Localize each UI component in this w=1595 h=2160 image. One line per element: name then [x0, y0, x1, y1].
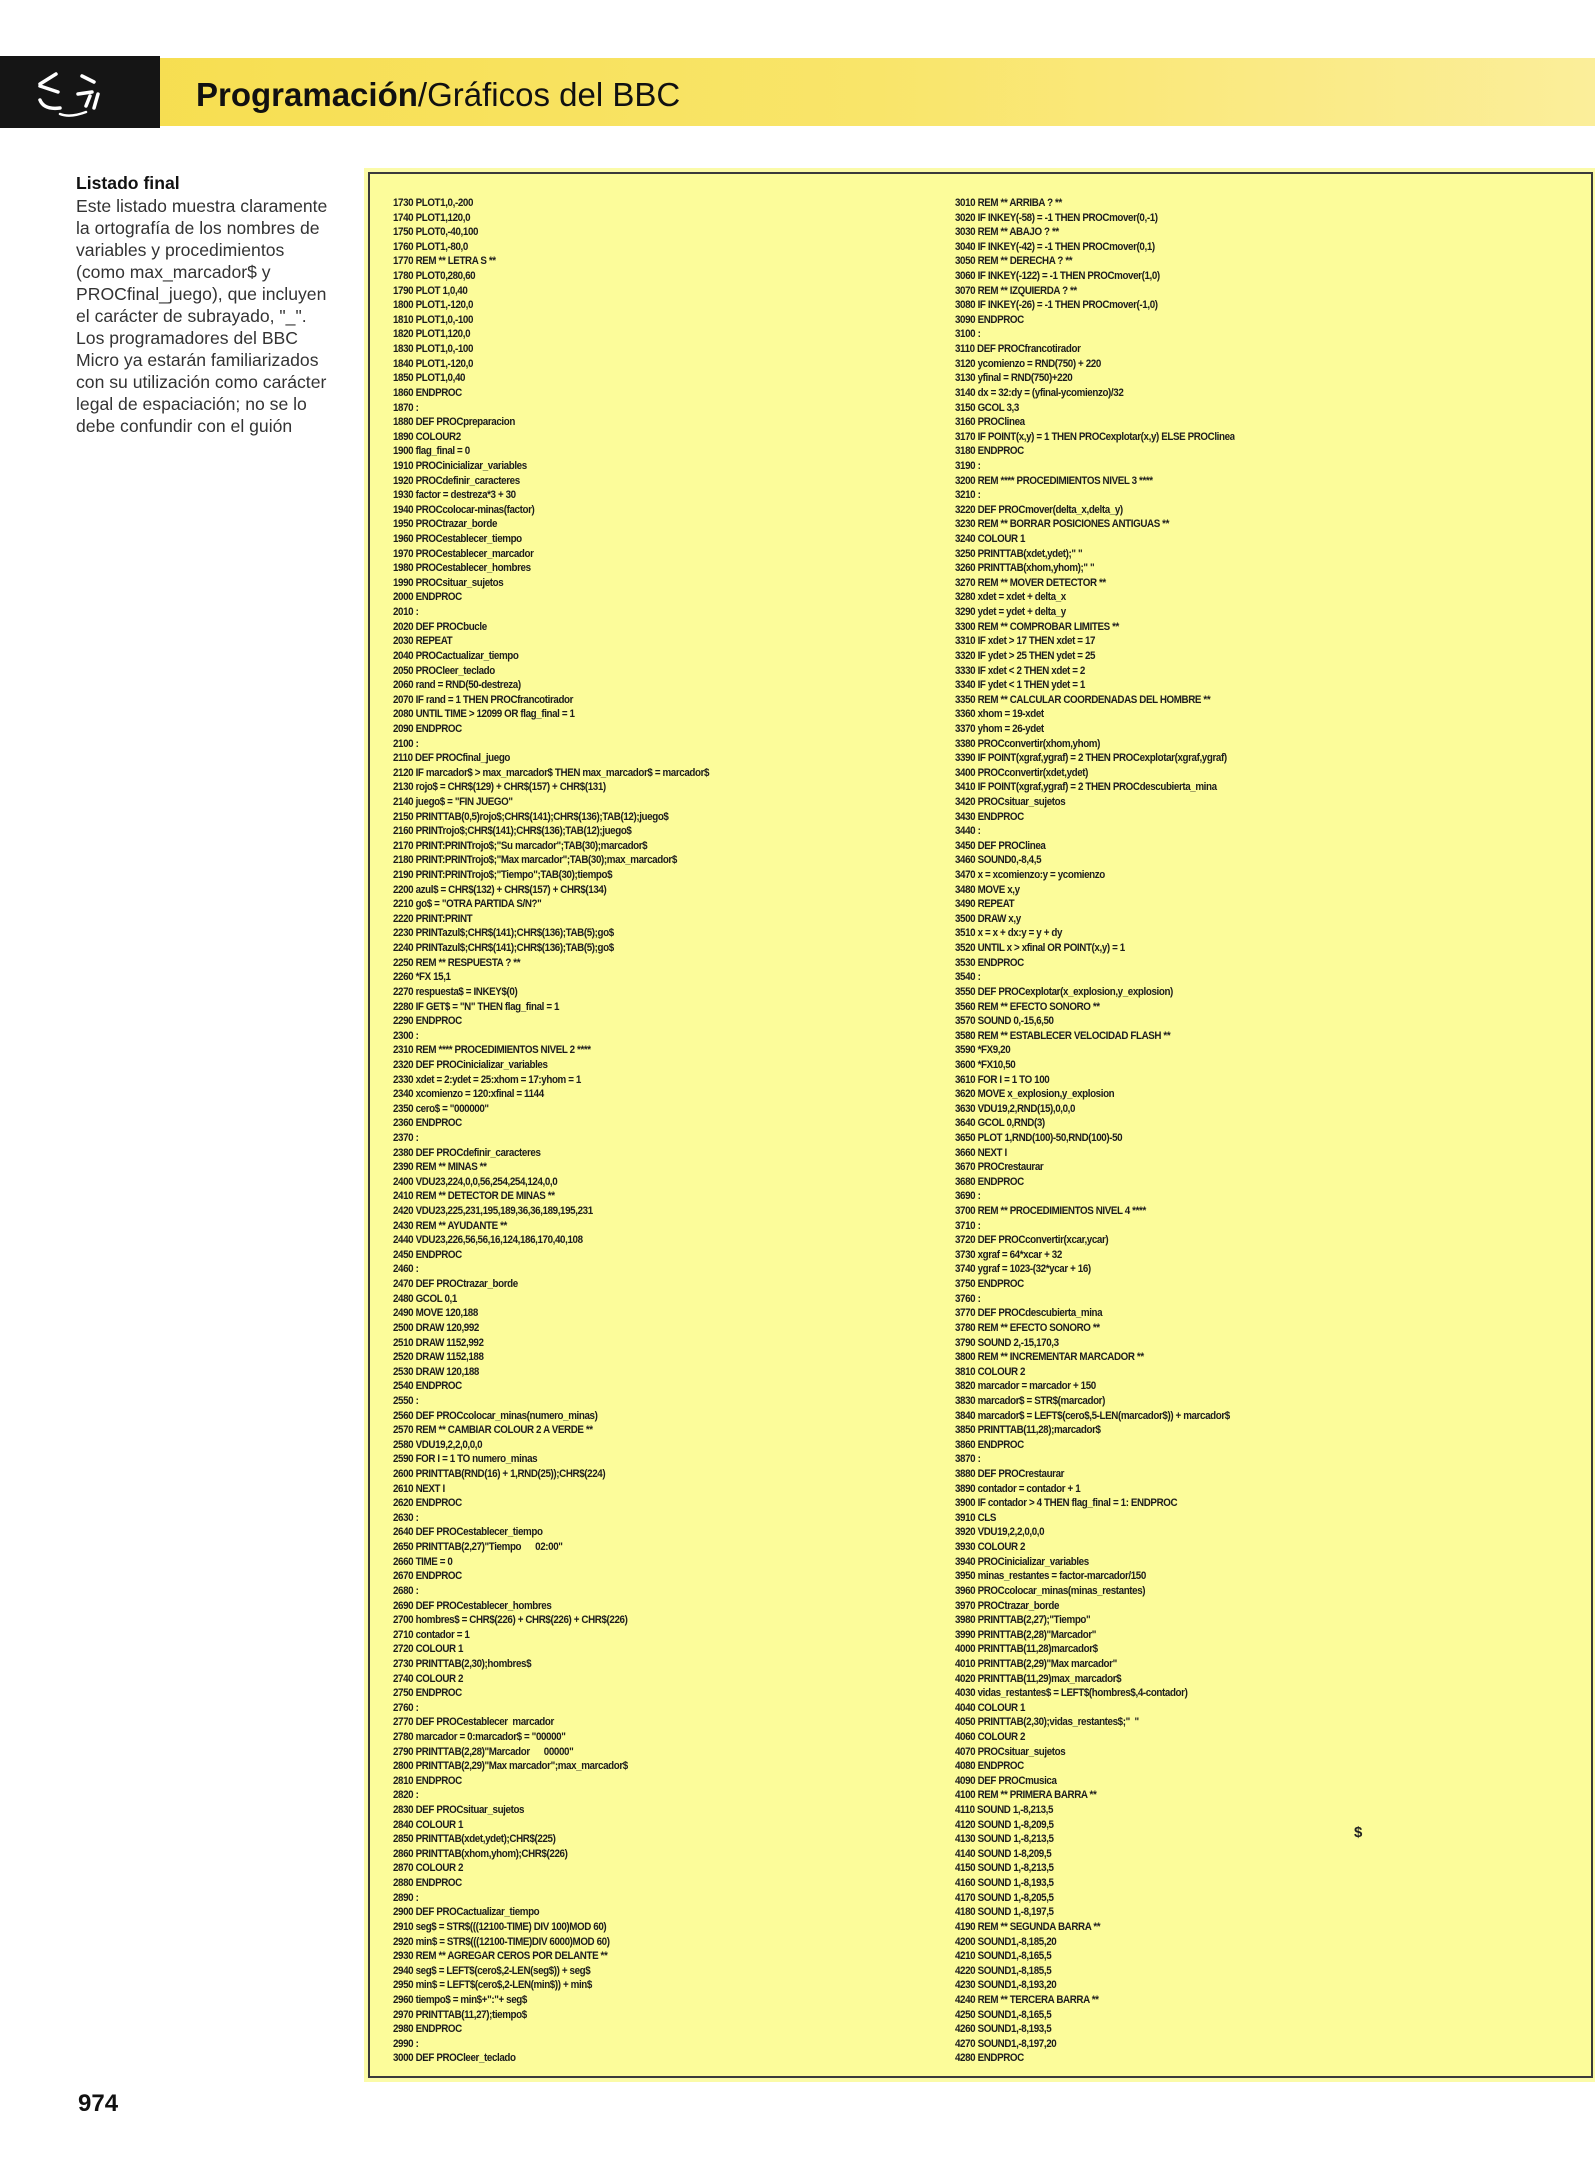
code-line: 2960 tiempo$ = min$+":"+ seg$ [393, 1993, 527, 2006]
page-title [196, 76, 680, 114]
code-line: 3050 REM ** DERECHA ? ** [955, 255, 1073, 268]
code-line: 4040 COLOUR 1 [955, 1701, 1026, 1714]
code-line: 1770 REM ** LETRA S ** [393, 255, 496, 268]
code-line: 1930 factor = destreza*3 + 30 [393, 489, 516, 502]
code-line: 3980 PRINTTAB(2,27);"Tiempo" [955, 1614, 1091, 1627]
code-line: 2100 : [393, 737, 419, 750]
section-logo [0, 56, 160, 128]
code-line: 3530 ENDPROC [955, 956, 1024, 969]
code-line: 3070 REM ** IZQUIERDA ? ** [955, 284, 1077, 297]
code-line: 3200 REM **** PROCEDIMIENTOS NIVEL 3 **** [955, 474, 1153, 487]
code-line: 2660 TIME = 0 [393, 1555, 453, 1568]
code-line: 2060 rand = RND(50-destreza) [393, 679, 521, 692]
code-line: 2050 PROCleer_teclado [393, 664, 495, 677]
code-line: 2150 PRINTTAB(0,5)rojo$;CHR$(141);CHR$(136);TAB(12);juego$ [393, 810, 669, 823]
code-line: 2600 PRINTTAB(RND(16) + 1,RND(25));CHR$(224) [393, 1468, 606, 1481]
listing-column-1 [393, 196, 709, 2066]
code-line: 4020 PRINTTAB(11,29)max_marcador$ [955, 1672, 1122, 1685]
code-line: 1860 ENDPROC [393, 386, 462, 399]
code-line: 3560 REM ** EFECTO SONORO ** [955, 1000, 1100, 1013]
code-line: 3520 UNTIL x > xfinal OR POINT(x,y) = 1 [955, 942, 1125, 955]
code-line: 2700 hombres$ = CHR$(226) + CHR$(226) + CHR$(226) [393, 1614, 628, 1627]
code-line: 1760 PLOT1,-80,0 [393, 240, 468, 253]
code-line: 2120 IF marcador$ > max_marcador$ THEN max_marcador$ = marcador$ [393, 766, 710, 779]
code-line: 3170 IF POINT(x,y) = 1 THEN PROCexplotar(x,y) ELSE PROClinea [955, 430, 1235, 443]
code-line: 2080 UNTIL TIME > 12099 OR flag_final = 1 [393, 708, 575, 721]
code-line: 2350 cero$ = "000000" [393, 1102, 489, 1115]
code-line: 3690 : [955, 1190, 981, 1203]
code-line: 3310 IF xdet > 17 THEN xdet = 17 [955, 635, 1096, 648]
code-line: 2310 REM **** PROCEDIMIENTOS NIVEL 2 **** [393, 1044, 591, 1057]
stray-mark: $ [1354, 1824, 1363, 1841]
code-line: 2240 PRINTazul$;CHR$(141);CHR$(136);TAB(5);go$ [393, 942, 614, 955]
code-line: 2000 ENDPROC [393, 591, 462, 604]
code-line: 3880 DEF PROCrestaurar [955, 1468, 1065, 1481]
code-line: 2110 DEF PROCfinal_juego [393, 752, 511, 765]
code-line: 2540 ENDPROC [393, 1380, 462, 1393]
code-line: 3810 COLOUR 2 [955, 1365, 1026, 1378]
code-line: 4200 SOUND1,-8,185,20 [955, 1935, 1057, 1948]
code-line: 3660 NEXT I [955, 1146, 1007, 1159]
code-line: 1730 PLOT1,0,-200 [393, 197, 474, 209]
code-line: 3710 : [955, 1219, 981, 1232]
code-line: 2360 ENDPROC [393, 1117, 462, 1130]
code-line: 2670 ENDPROC [393, 1570, 462, 1583]
code-line: 2620 ENDPROC [393, 1497, 462, 1510]
page-title-bold: Programación [196, 76, 418, 113]
code-line: 2730 PRINTTAB(2,30);hombres$ [393, 1657, 532, 1670]
code-line: 3500 DRAW x,y [955, 912, 1021, 925]
code-line: 3380 PROCconvertir(xhom,yhom) [955, 737, 1101, 750]
code-line: 2280 IF GET$ = "N" THEN flag_final = 1 [393, 1000, 560, 1013]
code-line: 2330 xdet = 2:ydet = 25:xhom = 17:yhom = 1 [393, 1073, 581, 1086]
code-line: 3610 FOR I = 1 TO 100 [955, 1073, 1050, 1086]
code-line: 4080 ENDPROC [955, 1760, 1024, 1773]
code-line: 3090 ENDPROC [955, 313, 1024, 326]
code-line: 1830 PLOT1,0,-100 [393, 343, 474, 356]
code-line: 2920 min$ = STR$(((12100-TIME)DIV 6000)MOD 60) [393, 1935, 610, 1948]
code-line: 4150 SOUND 1,-8,213,5 [955, 1862, 1054, 1875]
code-line: 3900 IF contador > 4 THEN flag_final = 1: ENDPROC [955, 1497, 1178, 1510]
code-line: 3650 PLOT 1,RND(100)-50,RND(100)-50 [955, 1132, 1123, 1144]
code-line: 4120 SOUND 1,-8,209,5 [955, 1818, 1054, 1831]
code-line: 3910 CLS [955, 1511, 997, 1524]
code-line: 3770 DEF PROCdescubierta_mina [955, 1307, 1103, 1320]
code-line: 1960 PROCestablecer_tiempo [393, 533, 522, 546]
code-line: 4060 COLOUR 2 [955, 1730, 1026, 1743]
code-line: 2410 REM ** DETECTOR DE MINAS ** [393, 1190, 555, 1203]
code-line: 3080 IF INKEY(-26) = -1 THEN PROCmover(-1,0) [955, 299, 1158, 312]
code-line: 2250 REM ** RESPUESTA ? ** [393, 956, 521, 969]
code-line: 3580 REM ** ESTABLECER VELOCIDAD FLASH ** [955, 1029, 1171, 1042]
code-line: 2340 xcomienzo = 120:xfinal = 1144 [393, 1088, 544, 1101]
code-line: 3750 ENDPROC [955, 1278, 1024, 1291]
code-line: 2230 PRINTazul$;CHR$(141);CHR$(136);TAB(5);go$ [393, 927, 614, 940]
code-line: 2640 DEF PROCestablecer_tiempo [393, 1526, 543, 1539]
program-listing [368, 172, 1593, 2078]
code-line: 2550 : [393, 1394, 419, 1407]
code-line: 3160 PROClinea [955, 416, 1025, 429]
code-line: 2790 PRINTTAB(2,28)"Marcador 00000" [393, 1745, 574, 1758]
code-line: 2420 VDU23,225,231,195,189,36,36,189,195,231 [393, 1205, 593, 1218]
cable-plug-icon [30, 64, 130, 120]
code-line: 3120 ycomienzo = RND(750) + 220 [955, 357, 1101, 370]
code-line: 3320 IF ydet > 25 THEN ydet = 25 [955, 649, 1096, 662]
code-line: 4170 SOUND 1,-8,205,5 [955, 1891, 1054, 1904]
code-line: 2900 DEF PROCactualizar_tiempo [393, 1906, 540, 1919]
code-line: 4110 SOUND 1,-8,213,5 [955, 1804, 1054, 1817]
code-line: 3340 IF ydet < 1 THEN ydet = 1 [955, 679, 1085, 692]
code-line: 2530 DRAW 120,188 [393, 1365, 479, 1378]
caption-body: Este listado muestra claramente la ortografía de los nombres de variables y procedimientos (como max_marcador$ y PROCfinal_juego), que incluyen el carácter de subrayado, "_". Los programadores del BBC Micro ya estarán familiarizados con su utilización como carácter legal de espaciación; no se lo debe confundir con el guión [76, 196, 328, 436]
code-line: 1950 PROCtrazar_borde [393, 518, 498, 531]
code-line: 3990 PRINTTAB(2,28)"Marcador" [955, 1628, 1097, 1641]
code-line: 2610 NEXT I [393, 1482, 445, 1495]
code-line: 4160 SOUND 1,-8,193,5 [955, 1877, 1054, 1890]
code-line: 3740 ygraf = 1023-(32*ycar + 16) [955, 1263, 1091, 1276]
code-line: 2680 : [393, 1584, 419, 1597]
code-line: 3830 marcador$ = STR$(marcador) [955, 1394, 1105, 1407]
code-line: 3290 ydet = ydet + delta_y [955, 606, 1066, 619]
code-line: 4030 vidas_restantes$ = LEFT$(hombres$,4-contador) [955, 1687, 1188, 1700]
code-line: 3010 REM ** ARRIBA ? ** [955, 197, 1062, 209]
code-line: 3140 dx = 32:dy = (yfinal-ycomienzo)/32 [955, 386, 1124, 399]
code-line: 2160 PRINTrojo$;CHR$(141);CHR$(136);TAB(12);juego$ [393, 825, 632, 838]
code-line: 2450 ENDPROC [393, 1248, 462, 1261]
code-line: 1850 PLOT1,0,40 [393, 372, 466, 385]
code-line: 1890 COLOUR2 [393, 430, 461, 443]
code-line: 2090 ENDPROC [393, 722, 462, 735]
code-line: 3000 DEF PROCleer_teclado [393, 2052, 516, 2065]
code-line: 3210 : [955, 489, 981, 502]
code-line: 3950 minas_restantes = factor-marcador/150 [955, 1570, 1146, 1583]
code-line: 3440 : [955, 825, 981, 838]
code-line: 1880 DEF PROCpreparacion [393, 416, 515, 429]
code-line: 3360 xhom = 19-xdet [955, 708, 1044, 721]
code-line: 2170 PRINT:PRINTrojo$;"Su marcador";TAB(30);marcador$ [393, 839, 648, 852]
code-line: 4240 REM ** TERCERA BARRA ** [955, 1993, 1099, 2006]
code-line: 2810 ENDPROC [393, 1774, 462, 1787]
code-line: 2800 PRINTTAB(2,29)"Max marcador";max_marcador$ [393, 1760, 628, 1773]
code-line: 3920 VDU19,2,2,0,0,0 [955, 1526, 1045, 1539]
code-line: 3630 VDU19,2,RND(15),0,0,0 [955, 1102, 1076, 1115]
code-line: 1750 PLOT0,-40,100 [393, 226, 479, 239]
code-line: 3670 PROCrestaurar [955, 1161, 1044, 1174]
code-line: 3940 PROCinicializar_variables [955, 1555, 1089, 1568]
code-line: 2370 : [393, 1132, 419, 1144]
code-line: 2750 ENDPROC [393, 1687, 462, 1700]
code-line: 2510 DRAW 1152,992 [393, 1336, 484, 1349]
code-line: 3410 IF POINT(xgraf,ygraf) = 2 THEN PROCdescubierta_mina [955, 781, 1217, 794]
code-line: 2030 REPEAT [393, 635, 453, 648]
code-line: 3350 REM ** CALCULAR COORDENADAS DEL HOMBRE ** [955, 693, 1211, 706]
code-line: 2990 : [393, 2037, 419, 2050]
code-line: 2760 : [393, 1701, 419, 1714]
code-line: 2290 ENDPROC [393, 1015, 462, 1028]
code-line: 3590 *FX9,20 [955, 1044, 1011, 1057]
caption-title: Listado final [76, 173, 180, 193]
code-line: 4280 ENDPROC [955, 2052, 1024, 2065]
code-line: 2740 COLOUR 2 [393, 1672, 464, 1685]
code-line: 2220 PRINT:PRINT [393, 912, 473, 925]
code-line: 1990 PROCsituar_sujetos [393, 576, 504, 589]
code-line: 2390 REM ** MINAS ** [393, 1161, 487, 1174]
code-line: 2180 PRINT:PRINTrojo$;"Max marcador";TAB(30);max_marcador$ [393, 854, 677, 867]
code-line: 3110 DEF PROCfrancotirador [955, 343, 1081, 356]
code-line: 4180 SOUND 1,-8,197,5 [955, 1906, 1054, 1919]
code-line: 3270 REM ** MOVER DETECTOR ** [955, 576, 1106, 589]
code-line: 2380 DEF PROCdefinir_caracteres [393, 1146, 541, 1159]
code-line: 2980 ENDPROC [393, 2023, 462, 2036]
code-line: 2970 PRINTTAB(11,27);tiempo$ [393, 2008, 527, 2021]
page-title-rest: /Gráficos del BBC [417, 76, 681, 113]
code-line: 3850 PRINTTAB(11,28);marcador$ [955, 1424, 1101, 1437]
code-line: 2590 FOR I = 1 TO numero_minas [393, 1453, 538, 1466]
code-line: 2040 PROCactualizar_tiempo [393, 649, 519, 662]
code-line: 2320 DEF PROCinicializar_variables [393, 1058, 548, 1071]
code-line: 1740 PLOT1,120,0 [393, 211, 471, 224]
code-line: 3390 IF POINT(xgraf,ygraf) = 2 THEN PROCexplotar(xgraf,ygraf) [955, 752, 1227, 765]
code-line: 3930 COLOUR 2 [955, 1541, 1026, 1554]
code-line: 3790 SOUND 2,-15,170,3 [955, 1336, 1059, 1349]
code-line: 2850 PRINTTAB(xdet,ydet);CHR$(225) [393, 1833, 556, 1846]
code-line: 1800 PLOT1,-120,0 [393, 299, 474, 312]
code-line: 1780 PLOT0,280,60 [393, 270, 476, 283]
code-line: 1870 : [393, 401, 419, 414]
code-line: 1810 PLOT1,0,-100 [393, 313, 474, 326]
code-line: 4090 DEF PROCmusica [955, 1774, 1057, 1787]
code-line: 3680 ENDPROC [955, 1175, 1024, 1188]
code-line: 3960 PROCcolocar_minas(minas_restantes) [955, 1584, 1146, 1597]
code-line: 3800 REM ** INCREMENTAR MARCADOR ** [955, 1351, 1144, 1364]
code-line: 3480 MOVE x,y [955, 883, 1020, 896]
code-line: 3020 IF INKEY(-58) = -1 THEN PROCmover(0,-1) [955, 211, 1158, 224]
code-line: 3510 x = x + dx:y = y + dy [955, 927, 1063, 940]
code-line: 2780 marcador = 0:marcador$ = "00000" [393, 1730, 566, 1743]
code-line: 3130 yfinal = RND(750)+220 [955, 372, 1073, 385]
code-line: 2650 PRINTTAB(2,27)"Tiempo 02:00" [393, 1541, 563, 1554]
code-line: 2720 COLOUR 1 [393, 1643, 464, 1656]
code-line: 2470 DEF PROCtrazar_borde [393, 1278, 518, 1291]
code-line: 3840 marcador$ = LEFT$(cero$,5-LEN(marcador$)) + marcador$ [955, 1409, 1230, 1422]
code-line: 2560 DEF PROCcolocar_minas(numero_minas) [393, 1409, 598, 1422]
code-line: 1840 PLOT1,-120,0 [393, 357, 474, 370]
code-line: 4220 SOUND1,-8,185,5 [955, 1964, 1052, 1977]
code-line: 2210 go$ = "OTRA PARTIDA S/N?" [393, 898, 542, 911]
code-line: 2840 COLOUR 1 [393, 1818, 464, 1831]
code-line: 2830 DEF PROCsituar_sujetos [393, 1804, 525, 1817]
code-line: 2880 ENDPROC [393, 1877, 462, 1890]
code-line: 2490 MOVE 120,188 [393, 1307, 478, 1320]
code-line: 2690 DEF PROCestablecer_hombres [393, 1599, 552, 1612]
code-line: 4050 PRINTTAB(2,30);vidas_restantes$;" " [955, 1716, 1139, 1729]
code-line: 4140 SOUND 1-8,209,5 [955, 1847, 1052, 1860]
code-line: 4000 PRINTTAB(11,28)marcador$ [955, 1643, 1098, 1656]
code-line: 4210 SOUND1,-8,165,5 [955, 1950, 1052, 1963]
code-line: 1970 PROCestablecer_marcador [393, 547, 534, 560]
caption-sidebar [76, 172, 338, 437]
code-line: 3570 SOUND 0,-15,6,50 [955, 1015, 1054, 1028]
code-line: 2190 PRINT:PRINTrojo$;"Tiempo";TAB(30);tiempo$ [393, 869, 613, 882]
code-line: 3970 PROCtrazar_borde [955, 1599, 1060, 1612]
code-line: 2910 seg$ = STR$(((12100-TIME) DIV 100)MOD 60) [393, 1920, 607, 1933]
code-line: 3040 IF INKEY(-42) = -1 THEN PROCmover(0,1) [955, 240, 1155, 253]
code-line: 3870 : [955, 1453, 981, 1466]
code-line: 4010 PRINTTAB(2,29)"Max marcador" [955, 1657, 1117, 1670]
code-line: 3190 : [955, 459, 981, 472]
code-line: 4190 REM ** SEGUNDA BARRA ** [955, 1920, 1101, 1933]
code-line: 3450 DEF PROClinea [955, 839, 1046, 852]
code-line: 3490 REPEAT [955, 898, 1015, 911]
code-line: 2260 *FX 15,1 [393, 971, 451, 984]
page-number: 974 [78, 2090, 119, 2117]
code-line: 2400 VDU23,224,0,0,56,254,254,124,0,0 [393, 1175, 558, 1188]
code-line: 1940 PROCcolocar-minas(factor) [393, 503, 535, 516]
code-line: 2020 DEF PROCbucle [393, 620, 487, 633]
code-line: 2010 : [393, 606, 419, 619]
code-line: 4130 SOUND 1,-8,213,5 [955, 1833, 1054, 1846]
code-line: 3620 MOVE x_explosion,y_explosion [955, 1088, 1115, 1101]
code-line: 3700 REM ** PROCEDIMIENTOS NIVEL 4 **** [955, 1205, 1146, 1218]
code-line: 3890 contador = contador + 1 [955, 1482, 1081, 1495]
code-line: 4250 SOUND1,-8,165,5 [955, 2008, 1052, 2021]
code-line: 3600 *FX10,50 [955, 1058, 1016, 1071]
code-line: 2500 DRAW 120,992 [393, 1321, 479, 1334]
code-line: 2200 azul$ = CHR$(132) + CHR$(157) + CHR$(134) [393, 883, 607, 896]
code-line: 4270 SOUND1,-8,197,20 [955, 2037, 1057, 2050]
code-line: 3760 : [955, 1292, 981, 1305]
code-line: 2130 rojo$ = CHR$(129) + CHR$(157) + CHR$(131) [393, 781, 606, 794]
code-line: 2710 contador = 1 [393, 1628, 470, 1641]
code-line: 3250 PRINTTAB(xdet,ydet);" " [955, 547, 1083, 560]
code-line: 2570 REM ** CAMBIAR COLOUR 2 A VERDE ** [393, 1424, 593, 1437]
code-line: 3720 DEF PROCconvertir(xcar,ycar) [955, 1234, 1109, 1247]
code-line: 1900 flag_final = 0 [393, 445, 470, 458]
code-line: 3100 : [955, 328, 981, 341]
code-line: 2890 : [393, 1891, 419, 1904]
code-line: 2430 REM ** AYUDANTE ** [393, 1219, 507, 1232]
code-line: 4100 REM ** PRIMERA BARRA ** [955, 1789, 1097, 1802]
code-line: 3180 ENDPROC [955, 445, 1024, 458]
code-line: 3030 REM ** ABAJO ? ** [955, 226, 1059, 239]
code-line: 1920 PROCdefinir_caracteres [393, 474, 520, 487]
code-line: 2440 VDU23,226,56,56,16,124,186,170,40,108 [393, 1234, 583, 1247]
code-line: 3540 : [955, 971, 981, 984]
code-line: 2520 DRAW 1152,188 [393, 1351, 484, 1364]
code-line: 2860 PRINTTAB(xhom,yhom);CHR$(226) [393, 1847, 568, 1860]
code-line: 2930 REM ** AGREGAR CEROS POR DELANTE ** [393, 1950, 608, 1963]
code-line: 3220 DEF PROCmover(delta_x,delta_y) [955, 503, 1123, 516]
listing-column-2 [955, 196, 1235, 2066]
code-line: 3370 yhom = 26-ydet [955, 722, 1044, 735]
code-line: 3280 xdet = xdet + delta_x [955, 591, 1066, 604]
code-line: 2070 IF rand = 1 THEN PROCfrancotirador [393, 693, 574, 706]
code-line: 2270 respuesta$ = INKEY$(0) [393, 985, 518, 998]
code-line: 3550 DEF PROCexplotar(x_explosion,y_explosion) [955, 985, 1173, 998]
code-line: 4230 SOUND1,-8,193,20 [955, 1979, 1057, 1992]
code-line: 1910 PROCinicializar_variables [393, 459, 527, 472]
code-line: 2630 : [393, 1511, 419, 1524]
code-line: 3470 x = xcomienzo:y = ycomienzo [955, 869, 1105, 882]
code-line: 2940 seg$ = LEFT$(cero$,2-LEN(seg$)) + seg$ [393, 1964, 591, 1977]
code-line: 3230 REM ** BORRAR POSICIONES ANTIGUAS ** [955, 518, 1170, 531]
code-line: 3780 REM ** EFECTO SONORO ** [955, 1321, 1100, 1334]
code-line: 2480 GCOL 0,1 [393, 1292, 457, 1305]
code-line: 3060 IF INKEY(-122) = -1 THEN PROCmover(1,0) [955, 270, 1160, 283]
code-line: 1790 PLOT 1,0,40 [393, 284, 468, 297]
code-line: 3640 GCOL 0,RND(3) [955, 1117, 1045, 1130]
code-line: 2300 : [393, 1029, 419, 1042]
code-line: 3460 SOUND0,-8,4,5 [955, 854, 1042, 867]
code-line: 3330 IF xdet < 2 THEN xdet = 2 [955, 664, 1085, 677]
code-line: 3430 ENDPROC [955, 810, 1024, 823]
code-line: 2820 : [393, 1789, 419, 1802]
code-line: 4070 PROCsituar_sujetos [955, 1745, 1066, 1758]
code-line: 2140 juego$ = "FIN JUEGO" [393, 795, 513, 808]
code-line: 4260 SOUND1,-8,193,5 [955, 2023, 1052, 2036]
code-line: 1980 PROCestablecer_hombres [393, 562, 531, 575]
code-line: 3420 PROCsituar_sujetos [955, 795, 1066, 808]
code-line: 2770 DEF PROCestablecer marcador [393, 1716, 554, 1729]
code-line: 2580 VDU19,2,2,0,0,0 [393, 1438, 483, 1451]
code-line: 3300 REM ** COMPROBAR LIMITES ** [955, 620, 1119, 633]
code-line: 3820 marcador = marcador + 150 [955, 1380, 1096, 1393]
code-line: 1820 PLOT1,120,0 [393, 328, 471, 341]
code-line: 3400 PROCconvertir(xdet,ydet) [955, 766, 1089, 779]
code-line: 2870 COLOUR 2 [393, 1862, 464, 1875]
code-line: 3730 xgraf = 64*xcar + 32 [955, 1248, 1062, 1261]
code-line: 3150 GCOL 3,3 [955, 401, 1019, 414]
code-line: 2460 : [393, 1263, 419, 1276]
code-line: 3260 PRINTTAB(xhom,yhom);" " [955, 562, 1095, 575]
code-line: 2950 min$ = LEFT$(cero$,2-LEN(min$)) + min$ [393, 1979, 592, 1992]
code-line: 3860 ENDPROC [955, 1438, 1024, 1451]
code-line: 3240 COLOUR 1 [955, 533, 1026, 546]
